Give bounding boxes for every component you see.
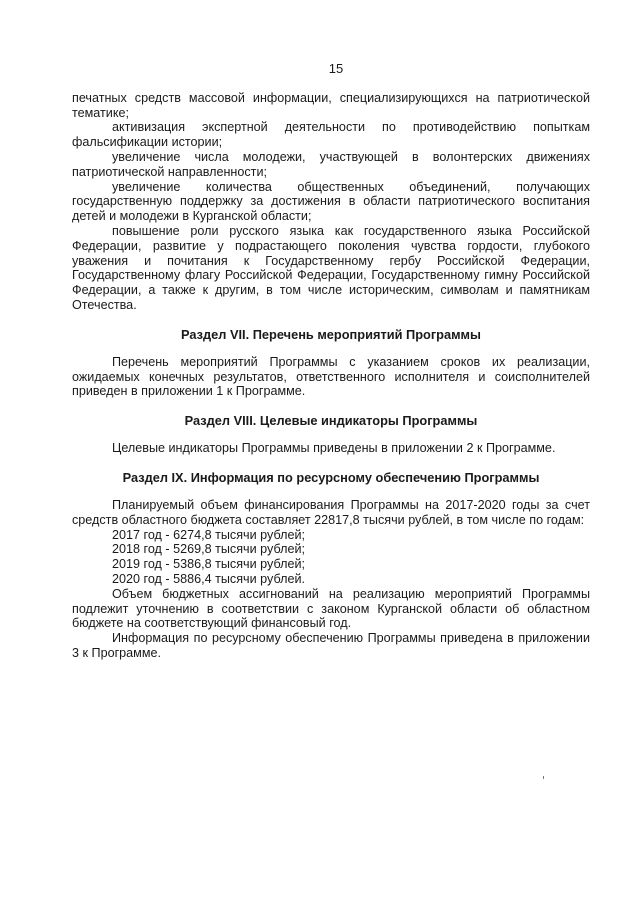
section-9-appendix-text: Информация по ресурсному обеспечению Программы приведена в приложении 3 к Программе.	[72, 631, 590, 660]
section-7-text: Перечень мероприятий Программы с указанием сроков их реализации, ожидаемых конечных результатов, ответственного исполнителя и соисполнителей приведен в приложении 1 к Программе.	[72, 354, 590, 399]
section-7-heading: Раздел VII. Перечень мероприятий Программы	[181, 326, 481, 342]
funding-year-line: 2017 год - 6274,8 тысячи рублей;	[112, 527, 305, 542]
section-8-heading: Раздел VIII. Целевые индикаторы Программы	[184, 413, 478, 429]
page-number: 15	[328, 61, 344, 76]
list-item: печатных средств массовой информации, специализирующихся на патриотической тематике;	[72, 90, 590, 120]
section-9-budget-text: Объем бюджетных ассигнований на реализацию мероприятий Программы подлежит уточнению в соответствии с законом Курганской области об областном бюджете на соответствующий финансовый год.	[72, 586, 590, 631]
list-item: увеличение числа молодежи, участвующей в волонтерских движениях патриотической направленности;	[72, 149, 590, 179]
funding-year-line: 2019 год - 5386,8 тысячи рублей;	[112, 557, 305, 572]
funding-year-line: 2018 год - 5269,8 тысячи рублей;	[112, 542, 305, 557]
list-item: активизация экспертной деятельности по противодействию попыткам фальсификации истории;	[72, 120, 590, 150]
section-9-intro: Планируемый объем финансирования Программы на 2017-2020 годы за счет средств областного бюджета составляет 22817,8 тысячи рублей, в том числе по годам:	[72, 497, 590, 527]
funding-year-line: 2020 год - 5886,4 тысячи рублей.	[112, 571, 305, 586]
intro-list	[72, 91, 590, 313]
list-item: увеличение количества общественных объединений, получающих государственную поддержку за достижения в области патриотического воспитания детей и молодежи в Курганской области;	[72, 179, 590, 224]
section-8-text: Целевые индикаторы Программы приведены в приложении 2 к Программе.	[112, 441, 556, 456]
scan-speck	[543, 776, 544, 779]
section-9-heading: Раздел IX. Информация по ресурсному обеспечению Программы	[122, 469, 540, 485]
list-item: повышение роли русского языка как государственного языка Российской Федерации, развитие у подрастающего поколения чувства гордости, глубокого уважения и почитания к Государственному гербу Российской Федерации, Государственному флагу Российской Федерации, Государственному гимну Российской Федерации, а также к другим, в том числе историческим, символам и памятникам Отечества.	[72, 223, 590, 312]
